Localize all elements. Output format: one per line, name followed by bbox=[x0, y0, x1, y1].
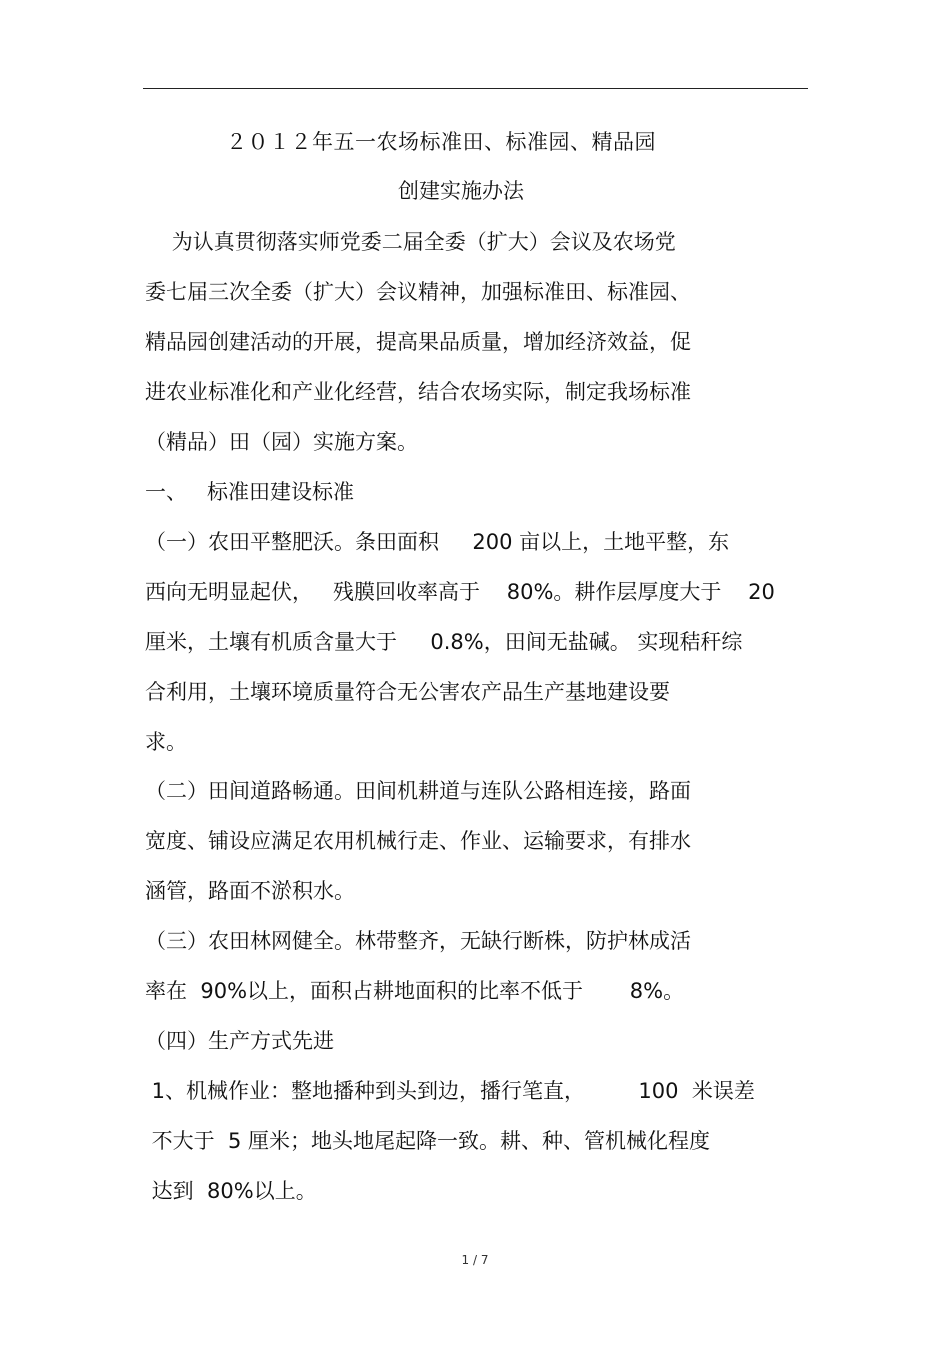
subsection-heading: （四）生产方式先进 bbox=[145, 1029, 334, 1053]
paragraph-line: 1、机械作业：整地播种到头到边，播行笔直， 100 米误差 bbox=[145, 1079, 755, 1103]
paragraph-line: 求。 bbox=[145, 730, 187, 754]
paragraph-line: 不大于 5 厘米；地头地尾起降一致。耕、种、管机械化程度 bbox=[145, 1129, 711, 1153]
paragraph-line: （二）田间道路畅通。田间机耕道与连队公路相连接，路面 bbox=[145, 779, 691, 803]
paragraph-line: 厘米，土壤有机质含量大于 0.8%，田间无盐碱。 实现秸秆综 bbox=[145, 630, 743, 654]
paragraph-line: 涵管，路面不淤积水。 bbox=[145, 879, 355, 903]
paragraph-line: 率在 90%以上，面积占耕地面积的比率不低于 8%。 bbox=[145, 979, 685, 1003]
document-title: ２０１２年五一农场标准田、标准园、精品园 bbox=[226, 130, 656, 154]
paragraph-line: 精品园创建活动的开展，提高果品质量，增加经济效益，促 bbox=[145, 330, 691, 354]
page-number: 1 / 7 bbox=[461, 1253, 489, 1267]
paragraph-line: （三）农田林网健全。林带整齐，无缺行断株，防护林成活 bbox=[145, 929, 691, 953]
paragraph-line: （一）农田平整肥沃。条田面积 200 亩以上，土地平整，东 bbox=[145, 530, 730, 554]
paragraph-line: 西向无明显起伏， 残膜回收率高于 80%。耕作层厚度大于 20 bbox=[145, 580, 775, 604]
paragraph-line: 合利用，土壤环境质量符合无公害农产品生产基地建设要 bbox=[145, 680, 670, 704]
document-subtitle: 创建实施办法 bbox=[398, 179, 524, 203]
paragraph-line: 进农业标准化和产业化经营，结合农场实际，制定我场标准 bbox=[145, 380, 691, 404]
paragraph-line: 达到 80%以上。 bbox=[145, 1179, 317, 1203]
paragraph-line: （精品）田（园）实施方案。 bbox=[145, 430, 418, 454]
section-heading: 一、 标准田建设标准 bbox=[145, 480, 355, 504]
header-rule bbox=[143, 88, 808, 89]
paragraph-line: 为认真贯彻落实师党委二届全委（扩大）会议及农场党 bbox=[145, 230, 676, 254]
paragraph-line: 宽度、铺设应满足农用机械行走、作业、运输要求，有排水 bbox=[145, 829, 691, 853]
paragraph-line: 委七届三次全委（扩大）会议精神，加强标准田、标准园、 bbox=[145, 280, 691, 304]
